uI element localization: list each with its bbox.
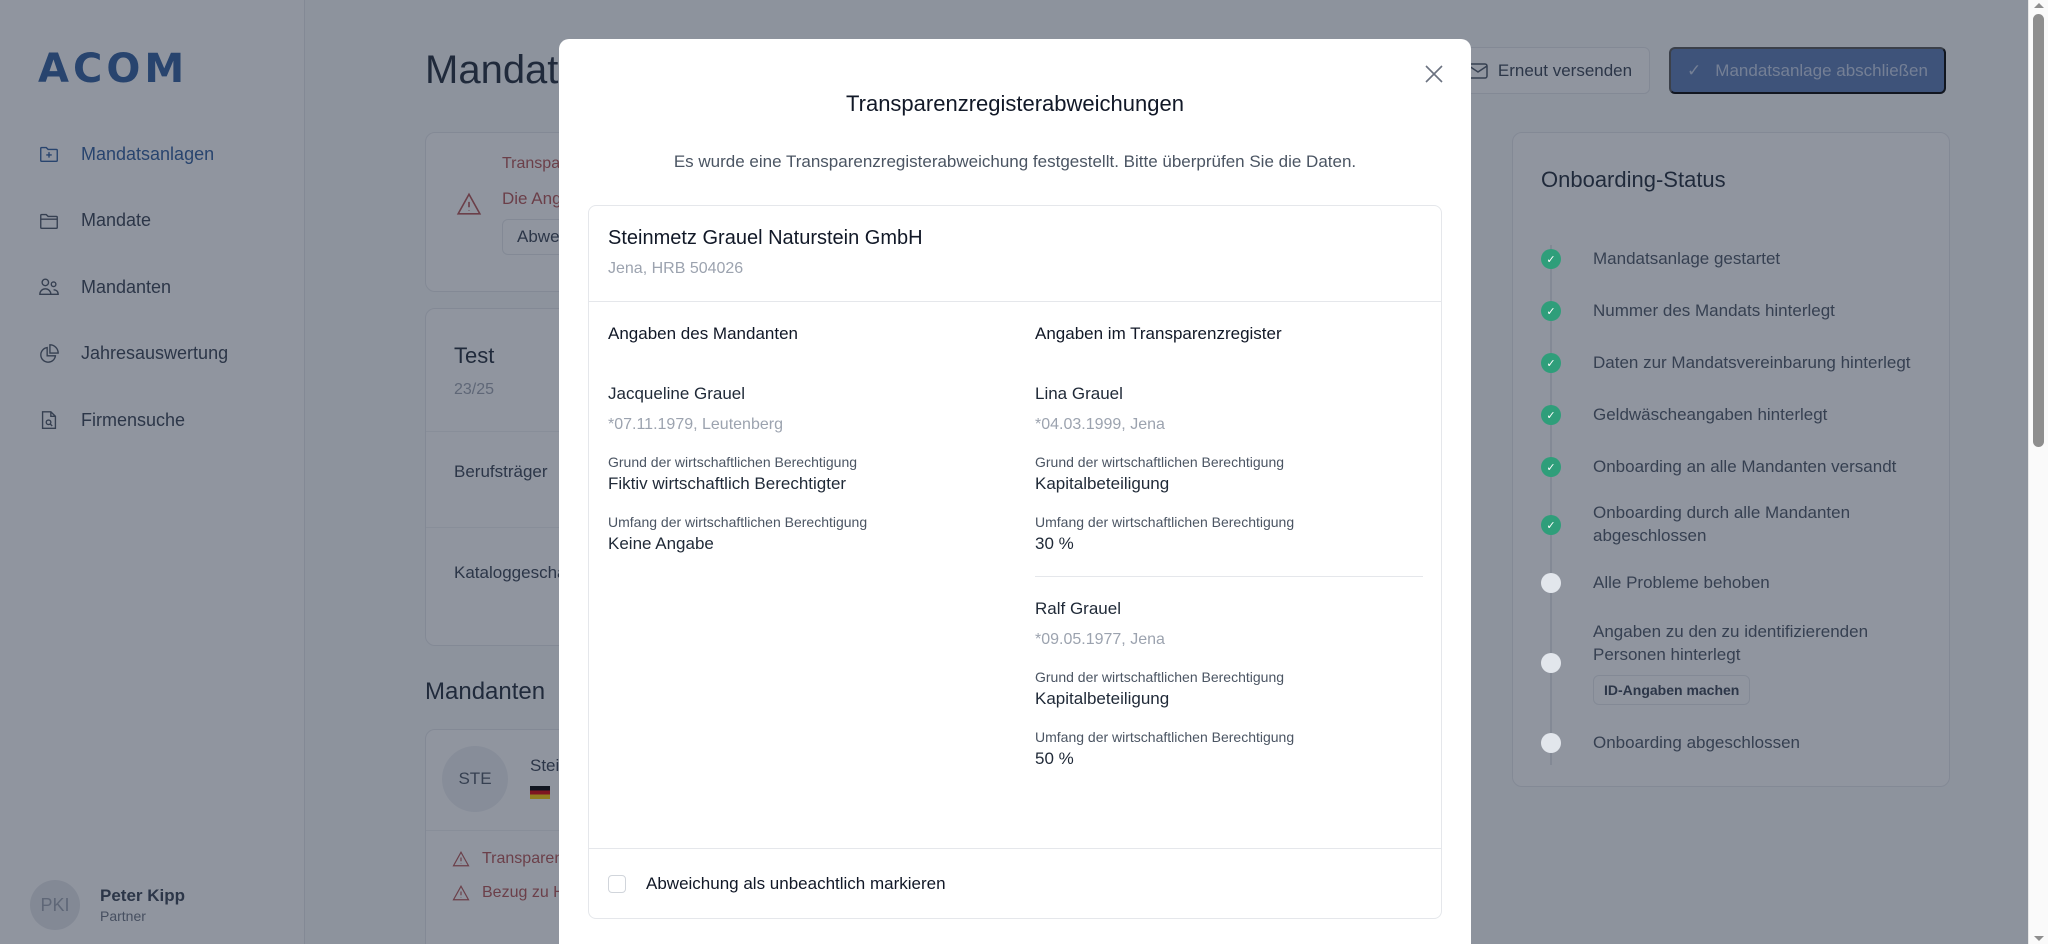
field-label: Umfang der wirtschaftlichen Berechtigung <box>608 514 868 530</box>
person-birth: *04.03.1999, Jena <box>1035 416 1165 433</box>
column-heading: Angaben im Transparenzregister <box>1035 324 1282 343</box>
check-circle-icon: ✓ <box>1541 301 1561 321</box>
clock-icon <box>1541 653 1561 673</box>
field-value: Fiktiv wirtschaftlich Berechtigter <box>608 474 847 493</box>
client-data-column <box>608 302 1008 554</box>
company-header <box>589 206 1441 302</box>
field-value: 50 % <box>1035 749 1074 768</box>
mark-irrelevant-row <box>589 848 1441 918</box>
field-value: 30 % <box>1035 534 1074 553</box>
close-icon <box>1424 64 1444 84</box>
field-label: Umfang der wirtschaftlichen Berechtigung <box>1035 514 1295 530</box>
field-label: Umfang der wirtschaftlichen Berechtigung <box>1035 729 1295 745</box>
modal-title: Transparenzregisterabweichungen <box>846 91 1184 116</box>
person-entry <box>1035 344 1423 554</box>
transparency-register-modal <box>559 39 1471 944</box>
person-entry <box>608 344 1008 554</box>
field-value: Kapitalbeteiligung <box>1035 689 1170 708</box>
person-name: Ralf Grauel <box>1035 599 1121 618</box>
check-circle-icon: ✓ <box>1541 457 1561 477</box>
check-circle-icon: ✓ <box>1541 353 1561 373</box>
field-value: Kapitalbeteiligung <box>1035 474 1170 493</box>
company-details: Jena, HRB 504026 <box>608 260 744 277</box>
close-button[interactable] <box>1419 59 1449 89</box>
modal-subtitle: Es wurde eine Transparenzregisterabweichung festgestellt. Bitte überprüfen Sie die Daten. <box>673 152 1357 171</box>
scroll-thumb[interactable] <box>2033 14 2044 447</box>
person-birth: *09.05.1977, Jena <box>1035 631 1165 648</box>
scroll-up-arrow-icon[interactable] <box>2034 3 2044 8</box>
check-circle-icon: ✓ <box>1541 249 1561 269</box>
field-label: Grund der wirtschaftlichen Berechtigung <box>1035 669 1285 685</box>
register-data-column <box>1035 302 1423 769</box>
field-label: Grund der wirtschaftlichen Berechtigung <box>608 454 858 470</box>
column-heading: Angaben des Mandanten <box>608 324 798 343</box>
person-name: Jacqueline Grauel <box>608 384 746 403</box>
person-birth: *07.11.1979, Leutenberg <box>608 416 783 433</box>
mark-irrelevant-checkbox[interactable] <box>608 875 626 893</box>
field-value: Keine Angabe <box>608 534 714 553</box>
check-circle-icon: ✓ <box>1541 515 1561 535</box>
company-name: Steinmetz Grauel Naturstein GmbH <box>608 227 923 249</box>
deviation-card <box>588 205 1442 919</box>
scroll-down-arrow-icon[interactable] <box>2034 936 2044 941</box>
page-scrollbar[interactable] <box>2028 0 2048 944</box>
person-entry <box>1035 576 1423 769</box>
field-label: Grund der wirtschaftlichen Berechtigung <box>1035 454 1285 470</box>
clock-icon <box>1541 733 1561 753</box>
person-name: Lina Grauel <box>1035 384 1123 403</box>
mark-irrelevant-label[interactable]: Abweichung als unbeachtlich markieren <box>646 873 946 893</box>
comparison-columns <box>589 302 1441 848</box>
check-circle-icon: ✓ <box>1541 405 1561 425</box>
clock-icon <box>1541 573 1561 593</box>
